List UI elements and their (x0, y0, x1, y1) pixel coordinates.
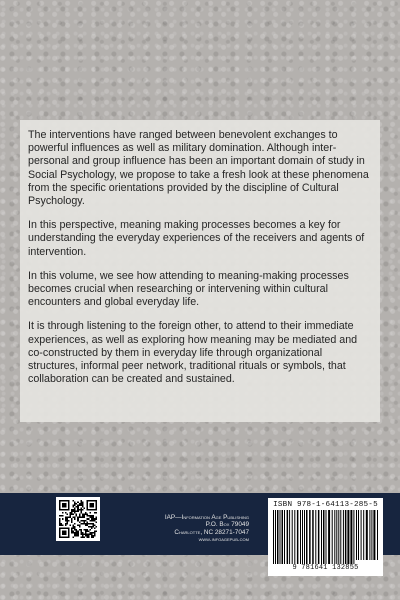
publisher-city: Charlotte, NC 28271-7047 (174, 528, 249, 536)
publisher-name: IAP—Information Age Publishing (164, 514, 249, 521)
blurb-panel (20, 120, 380, 422)
isbn-barcode (268, 498, 383, 576)
publisher-website[interactable]: www.infoagepub.com (198, 536, 249, 544)
blurb-paragraph-3: In this volume, we see how attending to meaning-making processes becomes crucial when researching or intervening within cultural encounters and global everyday life. (28, 269, 349, 309)
publisher-address: P.O. Box 79049 (205, 521, 249, 529)
price-barcode-bars (355, 510, 379, 560)
isbn-text: ISBN 978-1-64113-285-5 (273, 501, 378, 509)
blurb-paragraph-4: It is through listening to the foreign other, to attend to their immediate experiences, as well as exploring how meaning may be mediated and co-constructed by them in everyday life through organizational structures, informal peer network, traditional rituals or symbols, that collaboration can be created and sustained. (28, 320, 358, 386)
qr-code (56, 497, 100, 541)
blurb-paragraph-2: In this perspective, meaning making processes becomes a key for understanding the everyday experiences of the receivers and agents of intervention. (28, 219, 365, 258)
ean-digits: 9 781641 132855 (292, 564, 359, 572)
ean-barcode-bars (272, 510, 355, 564)
publisher-info (129, 514, 249, 544)
blurb-paragraph-1: The interventions have ranged between benevolent exchanges to powerful influences as well as military domination. Although inter-personal and group influence has been an important domain of study in Social Psychology, we propose to take a fresh look at these phenomena from the specific orientations provided by the discipline of Cultural Psychology. (28, 129, 369, 208)
